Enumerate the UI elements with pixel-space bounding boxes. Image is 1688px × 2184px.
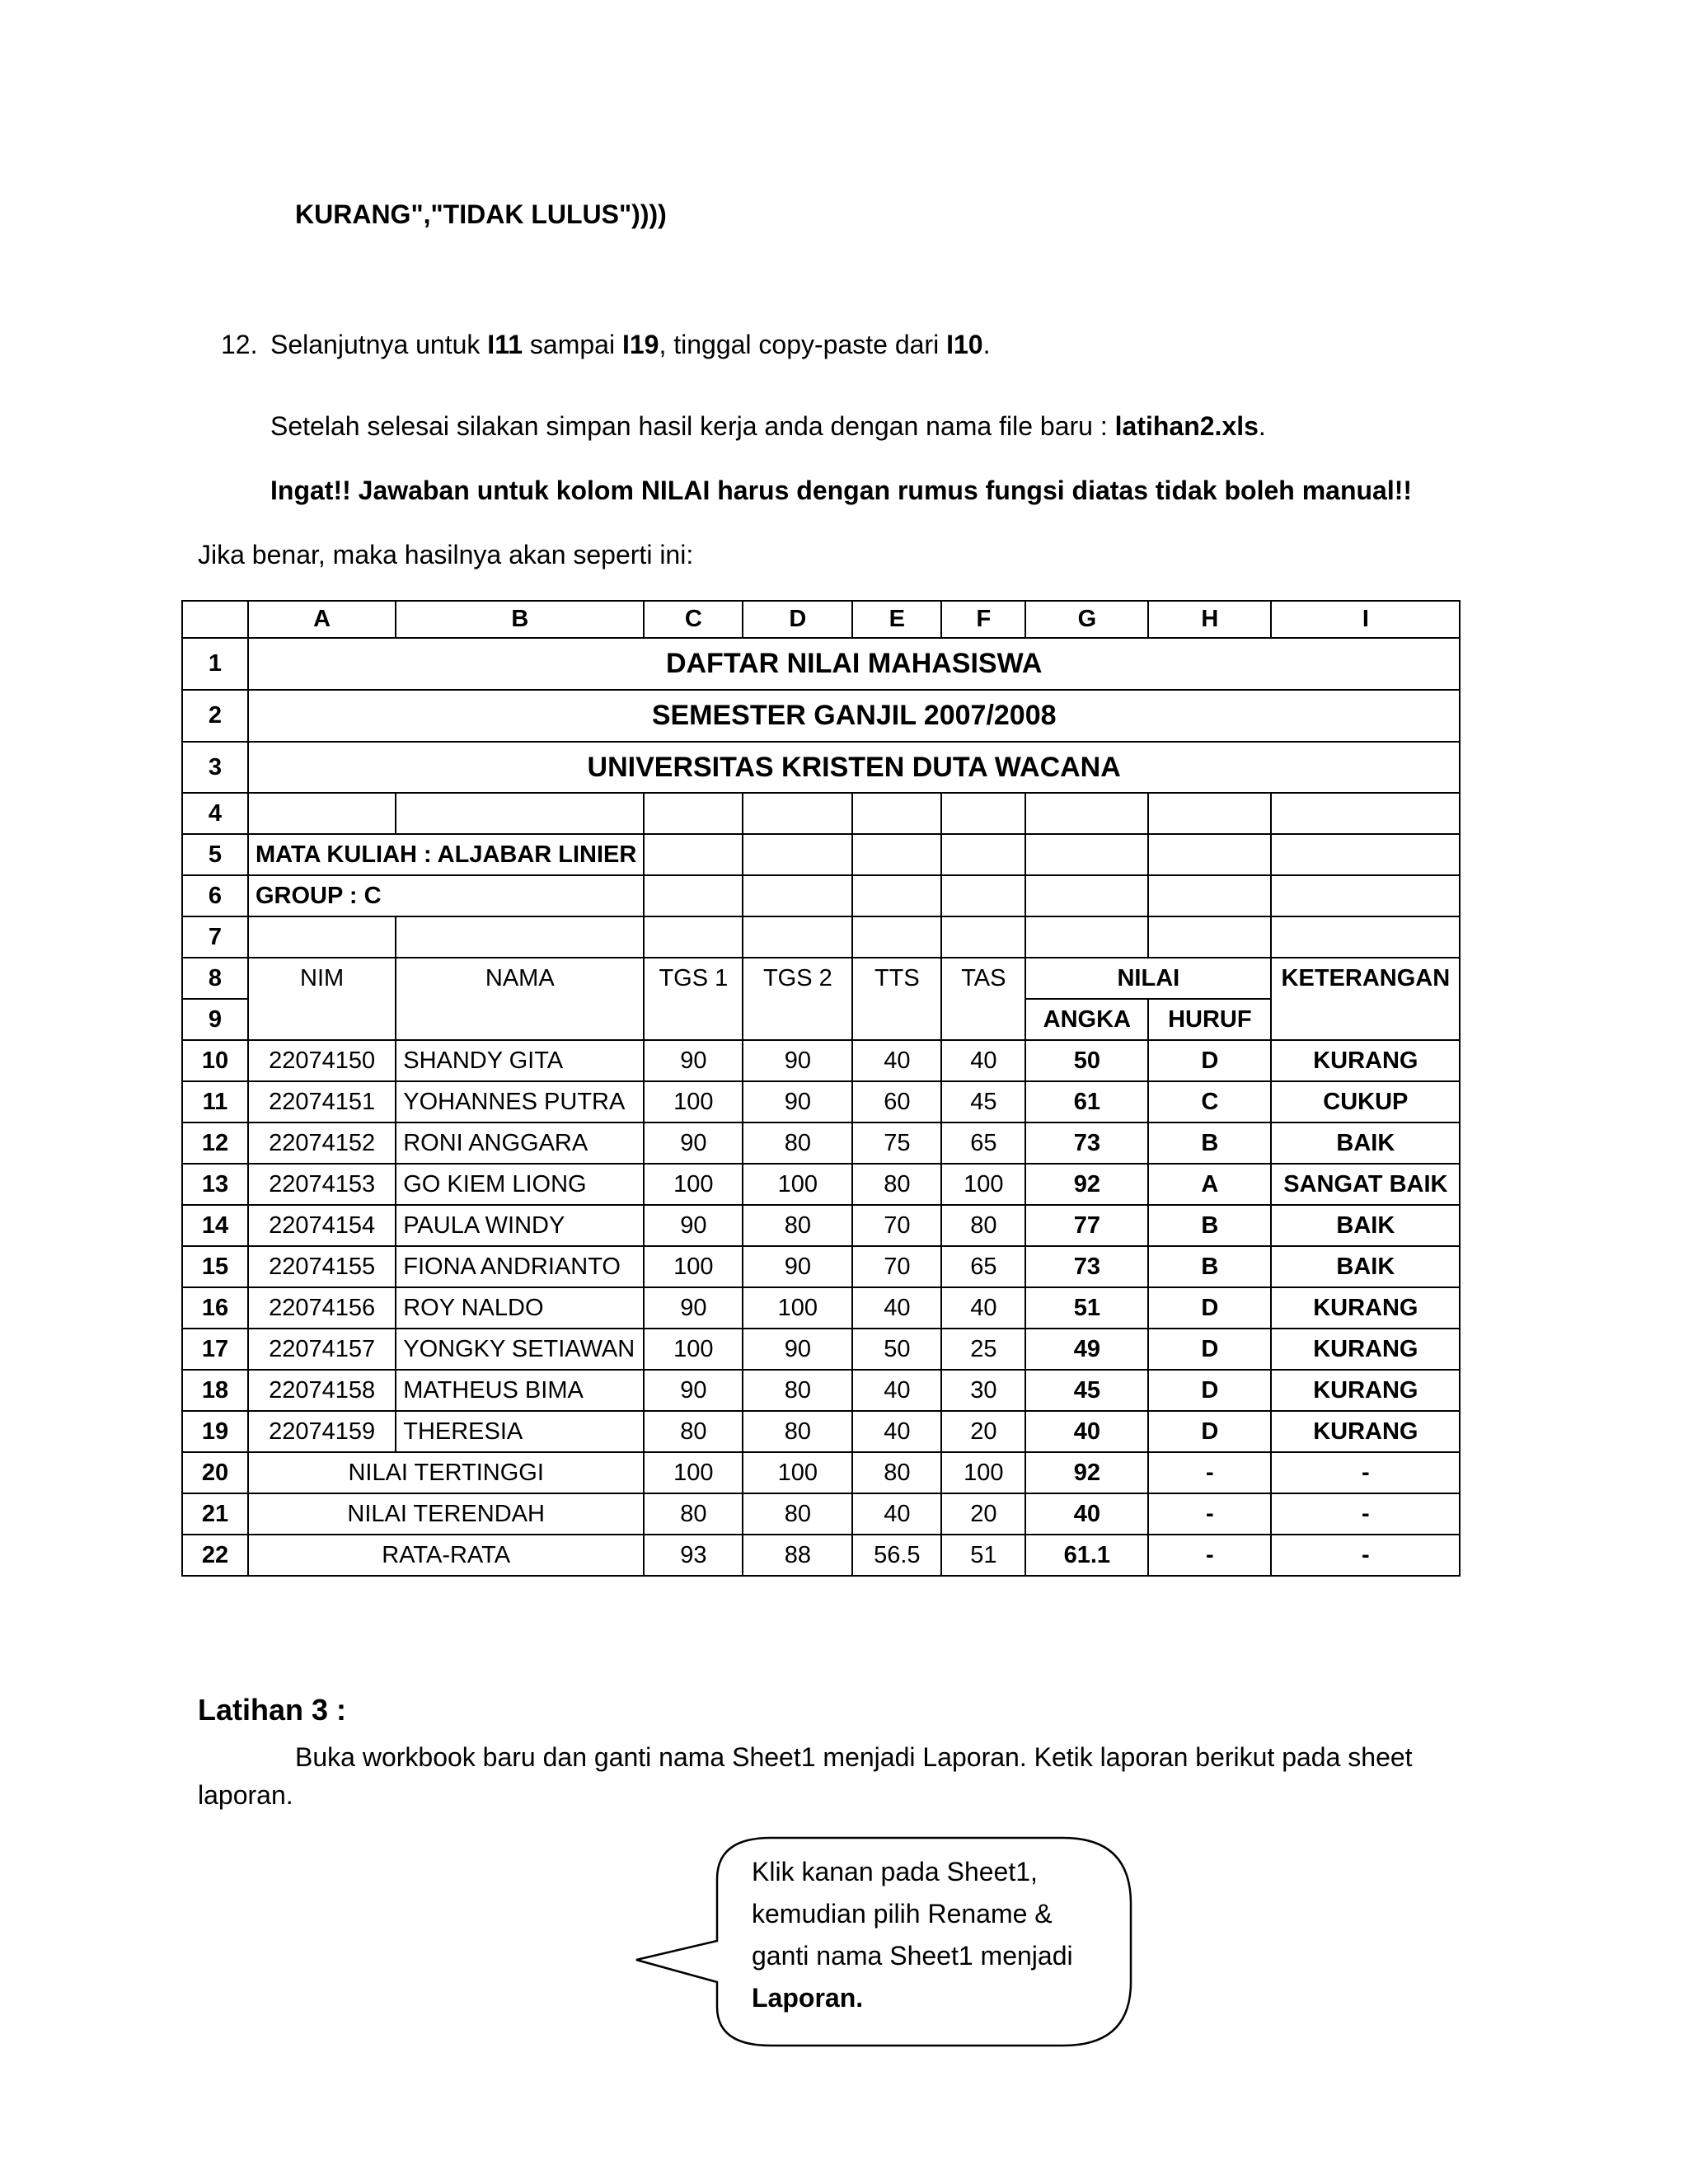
keterangan-cell: - (1271, 1452, 1460, 1493)
huruf-cell: D (1148, 1329, 1271, 1370)
row-number: 6 (182, 875, 248, 916)
empty-cell (644, 875, 743, 916)
student-row (182, 1287, 1460, 1329)
row-number: 5 (182, 834, 248, 875)
save-note-text: Setelah selesai silakan simpan hasil kerja anda dengan nama file baru : (270, 411, 1115, 441)
sheet-title: DAFTAR NILAI MAHASISWA (248, 638, 1460, 690)
tgs1-cell: 90 (644, 1122, 743, 1164)
tgs1-cell: 100 (644, 1452, 743, 1493)
tgs2-cell: 80 (743, 1122, 852, 1164)
row-number: 8 (182, 958, 248, 999)
tas-cell: 80 (941, 1205, 1025, 1246)
empty-cell (644, 916, 743, 958)
empty-cell (644, 999, 743, 1040)
row-number: 2 (182, 690, 248, 742)
header-nilai: NILAI (1025, 958, 1271, 999)
empty-cell (396, 916, 644, 958)
callout-line: Laporan. (752, 1983, 864, 2013)
keterangan-cell: SANGAT BAIK (1271, 1164, 1460, 1205)
nama-cell: GO KIEM LIONG (396, 1164, 644, 1205)
result-intro: Jika benar, maka hasilnya akan seperti ini: (198, 540, 694, 569)
keterangan-cell: BAIK (1271, 1122, 1460, 1164)
tas-cell: 20 (941, 1493, 1025, 1535)
tas-cell: 65 (941, 1246, 1025, 1287)
nama-cell: ROY NALDO (396, 1287, 644, 1329)
tgs2-cell: 90 (743, 1246, 852, 1287)
keterangan-cell: BAIK (1271, 1246, 1460, 1287)
empty-cell (743, 916, 852, 958)
tts-cell: 70 (852, 1246, 941, 1287)
student-row (182, 1081, 1460, 1122)
empty-cell (396, 793, 644, 834)
column-letter: E (852, 601, 941, 638)
tas-cell: 45 (941, 1081, 1025, 1122)
angka-cell: 73 (1025, 1122, 1148, 1164)
tgs2-cell: 100 (743, 1164, 852, 1205)
tgs2-cell: 100 (743, 1452, 852, 1493)
angka-cell: 50 (1025, 1040, 1148, 1081)
angka-cell: 92 (1025, 1164, 1148, 1205)
huruf-cell: C (1148, 1081, 1271, 1122)
summary-row (182, 1493, 1460, 1535)
row-number: 1 (182, 638, 248, 690)
tts-cell: 40 (852, 1370, 941, 1411)
tas-cell: 65 (941, 1122, 1025, 1164)
remember-note: Ingat!! Jawaban untuk kolom NILAI harus dengan rumus fungsi diatas tidak boleh manual!! (270, 476, 1413, 505)
angka-cell: 40 (1025, 1411, 1148, 1452)
empty-cell (941, 793, 1025, 834)
row-number: 3 (182, 742, 248, 793)
empty-cell (1148, 916, 1271, 958)
cell-ref-i11: I11 (487, 330, 523, 359)
tts-cell: 40 (852, 1411, 941, 1452)
empty-cell (941, 875, 1025, 916)
huruf-cell: D (1148, 1040, 1271, 1081)
summary-row (182, 1452, 1460, 1493)
tgs1-cell: 90 (644, 1370, 743, 1411)
huruf-cell: A (1148, 1164, 1271, 1205)
nama-cell: PAULA WINDY (396, 1205, 644, 1246)
header-keterangan: KETERANGAN (1271, 958, 1460, 999)
column-header-row (182, 601, 1460, 638)
keterangan-cell: KURANG (1271, 1370, 1460, 1411)
keterangan-cell: BAIK (1271, 1205, 1460, 1246)
column-letter: B (396, 601, 644, 638)
student-row (182, 1370, 1460, 1411)
empty-cell (1025, 834, 1148, 875)
header-row-9 (182, 999, 1460, 1040)
empty-cell (248, 999, 396, 1040)
row-number: 7 (182, 916, 248, 958)
callout-line: kemudian pilih Rename & (752, 1899, 1053, 1929)
row-number: 15 (182, 1246, 248, 1287)
row-number: 17 (182, 1329, 248, 1370)
row-number: 19 (182, 1411, 248, 1452)
nim-cell: 22074152 (248, 1122, 396, 1164)
student-row (182, 1122, 1460, 1164)
nama-cell: RONI ANGGARA (396, 1122, 644, 1164)
empty-cell (852, 834, 941, 875)
tts-cell: 50 (852, 1329, 941, 1370)
sheet-row (182, 916, 1460, 958)
empty-cell (248, 916, 396, 958)
huruf-cell: D (1148, 1370, 1271, 1411)
student-row (182, 1411, 1460, 1452)
column-letter: F (941, 601, 1025, 638)
tgs1-cell: 100 (644, 1164, 743, 1205)
huruf-cell: B (1148, 1205, 1271, 1246)
tts-cell: 40 (852, 1287, 941, 1329)
empty-cell (1148, 834, 1271, 875)
tas-cell: 30 (941, 1370, 1025, 1411)
tts-cell: 70 (852, 1205, 941, 1246)
tgs1-cell: 90 (644, 1205, 743, 1246)
empty-cell (743, 875, 852, 916)
angka-cell: 73 (1025, 1246, 1148, 1287)
cell-ref-i19: I19 (621, 330, 659, 359)
keterangan-cell: - (1271, 1535, 1460, 1576)
column-letter: C (644, 601, 743, 638)
empty-cell (1271, 834, 1460, 875)
keterangan-cell: - (1271, 1493, 1460, 1535)
angka-cell: 61.1 (1025, 1535, 1148, 1576)
empty-cell (396, 999, 644, 1040)
huruf-cell: D (1148, 1287, 1271, 1329)
empty-cell (1148, 793, 1271, 834)
corner-cell (182, 601, 248, 638)
empty-cell (941, 834, 1025, 875)
angka-cell: 40 (1025, 1493, 1148, 1535)
tgs1-cell: 100 (644, 1246, 743, 1287)
huruf-cell: B (1148, 1246, 1271, 1287)
tts-cell: 60 (852, 1081, 941, 1122)
student-row (182, 1164, 1460, 1205)
empty-cell (743, 999, 852, 1040)
sheet-row (182, 742, 1460, 793)
course-cell: MATA KULIAH : ALJABAR LINIER (248, 834, 644, 875)
tgs2-cell: 90 (743, 1040, 852, 1081)
student-row (182, 1246, 1460, 1287)
row-number: 22 (182, 1535, 248, 1576)
huruf-cell: - (1148, 1493, 1271, 1535)
row-number: 14 (182, 1205, 248, 1246)
nama-cell: MATHEUS BIMA (396, 1370, 644, 1411)
tgs1-cell: 90 (644, 1040, 743, 1081)
callout-line: ganti nama Sheet1 menjadi (752, 1941, 1073, 1971)
huruf-cell: - (1148, 1535, 1271, 1576)
tgs2-cell: 80 (743, 1493, 852, 1535)
row-number: 11 (182, 1081, 248, 1122)
nim-cell: 22074150 (248, 1040, 396, 1081)
header-tgs2: TGS 2 (743, 958, 852, 999)
row-number: 12 (182, 1122, 248, 1164)
tgs1-cell: 93 (644, 1535, 743, 1576)
huruf-cell: D (1148, 1411, 1271, 1452)
header-tts: TTS (852, 958, 941, 999)
sheet-subtitle: SEMESTER GANJIL 2007/2008 (248, 690, 1460, 742)
tgs2-cell: 80 (743, 1411, 852, 1452)
tgs2-cell: 88 (743, 1535, 852, 1576)
angka-cell: 61 (1025, 1081, 1148, 1122)
empty-cell (852, 916, 941, 958)
summary-row (182, 1535, 1460, 1576)
row-number: 10 (182, 1040, 248, 1081)
column-letter: I (1271, 601, 1460, 638)
step-number: 12. (221, 330, 258, 359)
row-number: 4 (182, 793, 248, 834)
empty-cell (852, 999, 941, 1040)
empty-cell (644, 834, 743, 875)
empty-cell (1148, 875, 1271, 916)
nama-cell: FIONA ANDRIANTO (396, 1246, 644, 1287)
save-note-end: . (1258, 411, 1266, 441)
sheet-institution: UNIVERSITAS KRISTEN DUTA WACANA (248, 742, 1460, 793)
grade-sheet-table (181, 600, 1461, 1577)
column-letter: A (248, 601, 396, 638)
tas-cell: 100 (941, 1164, 1025, 1205)
tas-cell: 51 (941, 1535, 1025, 1576)
angka-cell: 45 (1025, 1370, 1148, 1411)
nim-cell: 22074157 (248, 1329, 396, 1370)
student-row (182, 1040, 1460, 1081)
empty-cell (852, 875, 941, 916)
nim-cell: 22074156 (248, 1287, 396, 1329)
header-nim: NIM (248, 958, 396, 999)
header-huruf: HURUF (1148, 999, 1271, 1040)
sheet-row (182, 638, 1460, 690)
header-angka: ANGKA (1025, 999, 1148, 1040)
sheet-row (182, 834, 1460, 875)
empty-cell (1025, 875, 1148, 916)
tgs2-cell: 90 (743, 1329, 852, 1370)
nama-cell: YONGKY SETIAWAN (396, 1329, 644, 1370)
row-number: 20 (182, 1452, 248, 1493)
tgs1-cell: 80 (644, 1493, 743, 1535)
empty-cell (248, 793, 396, 834)
keterangan-cell: KURANG (1271, 1411, 1460, 1452)
tts-cell: 80 (852, 1452, 941, 1493)
header-nama: NAMA (396, 958, 644, 999)
student-row (182, 1205, 1460, 1246)
tts-cell: 40 (852, 1040, 941, 1081)
header-tgs1: TGS 1 (644, 958, 743, 999)
sheet-row (182, 793, 1460, 834)
row-number: 13 (182, 1164, 248, 1205)
row-number: 9 (182, 999, 248, 1040)
empty-cell (1271, 916, 1460, 958)
formula-tail: KURANG","TIDAK LULUS")))) (295, 199, 667, 229)
column-letter: D (743, 601, 852, 638)
empty-cell (1271, 875, 1460, 916)
empty-cell (1271, 999, 1460, 1040)
tts-cell: 80 (852, 1164, 941, 1205)
huruf-cell: B (1148, 1122, 1271, 1164)
callout-text (752, 1851, 1073, 2019)
keterangan-cell: KURANG (1271, 1040, 1460, 1081)
nama-cell: THERESIA (396, 1411, 644, 1452)
tgs1-cell: 80 (644, 1411, 743, 1452)
empty-cell (644, 793, 743, 834)
step-text: Selanjutnya untuk (270, 330, 488, 359)
nama-cell: YOHANNES PUTRA (396, 1081, 644, 1122)
tgs1-cell: 100 (644, 1329, 743, 1370)
sheet-row (182, 875, 1460, 916)
nama-cell: SHANDY GITA (396, 1040, 644, 1081)
latihan-3-body-line: Buka workbook baru dan ganti nama Sheet1 menjadi Laporan. Ketik laporan berikut pada sheet (295, 1742, 1413, 1772)
sheet-row (182, 690, 1460, 742)
latihan-3-body-line: laporan. (198, 1780, 293, 1810)
row-number: 21 (182, 1493, 248, 1535)
tgs2-cell: 100 (743, 1287, 852, 1329)
row-number: 16 (182, 1287, 248, 1329)
angka-cell: 49 (1025, 1329, 1148, 1370)
step-text: , tinggal copy-paste dari (659, 330, 947, 359)
empty-cell (941, 916, 1025, 958)
nim-cell: 22074154 (248, 1205, 396, 1246)
angka-cell: 92 (1025, 1452, 1148, 1493)
empty-cell (1025, 793, 1148, 834)
callout-line: Klik kanan pada Sheet1, (752, 1857, 1038, 1886)
keterangan-cell: CUKUP (1271, 1081, 1460, 1122)
student-row (182, 1329, 1460, 1370)
tas-cell: 100 (941, 1452, 1025, 1493)
tas-cell: 25 (941, 1329, 1025, 1370)
empty-cell (743, 834, 852, 875)
huruf-cell: - (1148, 1452, 1271, 1493)
nim-cell: 22074158 (248, 1370, 396, 1411)
group-cell: GROUP : C (248, 875, 644, 916)
empty-cell (1025, 916, 1148, 958)
summary-label: NILAI TERENDAH (248, 1493, 644, 1535)
keterangan-cell: KURANG (1271, 1287, 1460, 1329)
nim-cell: 22074159 (248, 1411, 396, 1452)
step-text: . (982, 330, 991, 359)
tts-cell: 56.5 (852, 1535, 941, 1576)
filename: latihan2.xls (1114, 411, 1259, 441)
tas-cell: 40 (941, 1040, 1025, 1081)
tgs2-cell: 90 (743, 1081, 852, 1122)
tgs2-cell: 80 (743, 1205, 852, 1246)
cell-ref-i10: I10 (946, 330, 983, 359)
header-row-8 (182, 958, 1460, 999)
tgs1-cell: 100 (644, 1081, 743, 1122)
empty-cell (743, 793, 852, 834)
empty-cell (852, 793, 941, 834)
summary-label: NILAI TERTINGGI (248, 1452, 644, 1493)
row-number: 18 (182, 1370, 248, 1411)
header-tas: TAS (941, 958, 1025, 999)
angka-cell: 51 (1025, 1287, 1148, 1329)
tgs1-cell: 90 (644, 1287, 743, 1329)
keterangan-cell: KURANG (1271, 1329, 1460, 1370)
empty-cell (941, 999, 1025, 1040)
tgs2-cell: 80 (743, 1370, 852, 1411)
latihan-3-heading: Latihan 3 : (198, 1693, 347, 1727)
step-12-instruction (221, 328, 990, 361)
tas-cell: 40 (941, 1287, 1025, 1329)
step-text: sampai (523, 330, 622, 359)
tas-cell: 20 (941, 1411, 1025, 1452)
column-letter: H (1148, 601, 1271, 638)
tts-cell: 40 (852, 1493, 941, 1535)
empty-cell (1271, 793, 1460, 834)
tts-cell: 75 (852, 1122, 941, 1164)
save-note (270, 410, 1266, 443)
column-letter: G (1025, 601, 1148, 638)
summary-label: RATA-RATA (248, 1535, 644, 1576)
nim-cell: 22074153 (248, 1164, 396, 1205)
angka-cell: 77 (1025, 1205, 1148, 1246)
nim-cell: 22074155 (248, 1246, 396, 1287)
nim-cell: 22074151 (248, 1081, 396, 1122)
